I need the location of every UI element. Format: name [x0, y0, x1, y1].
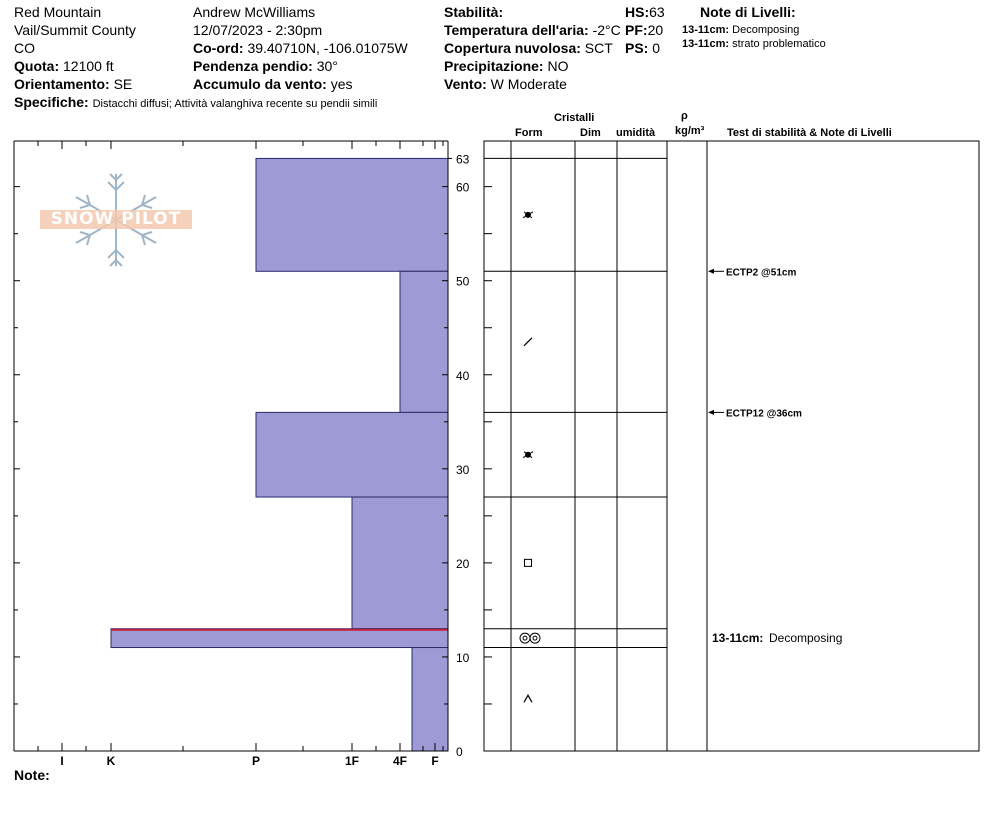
air-temp-value: -2°C	[592, 22, 621, 38]
precip-value: NO	[547, 58, 569, 74]
elevation-label: Quota:	[14, 58, 60, 74]
test-label: ECTP2 @51cm	[726, 267, 797, 279]
aspect-label: Orientamento:	[14, 76, 110, 92]
hardness-label: P	[251, 754, 261, 768]
stability-label: Stabilità:	[444, 4, 504, 20]
hs-value: 63	[649, 4, 665, 20]
layer-grid-frame	[484, 141, 979, 751]
datetime: 12/07/2023 - 2:30pm	[193, 22, 323, 38]
specifics-value: Distacchi diffusi; Attività valanghiva recente su pendii simili	[92, 98, 378, 110]
pf-value: 20	[647, 22, 664, 38]
grain-form-symbol-2-inner	[533, 636, 537, 640]
hardness-bar	[111, 629, 448, 648]
test-arrow-head	[708, 410, 714, 415]
hs-label: HS:	[625, 4, 650, 20]
grain-form-symbol-2	[530, 633, 540, 643]
depth-tick-label: 0	[456, 745, 463, 759]
density-unit-header: kg/m³	[675, 125, 705, 137]
observer: Andrew McWilliams	[193, 4, 316, 20]
coord-value: 39.40710N, -106.01075W	[247, 40, 408, 56]
notes-title: Note di Livelli:	[700, 4, 796, 20]
note-text: Decomposing	[732, 24, 800, 36]
wind-label: Vento:	[444, 76, 487, 92]
ps-label: PS:	[625, 40, 649, 56]
slope-label: Pendenza pendio:	[193, 58, 313, 74]
wind-loading-value: yes	[330, 76, 353, 92]
hardness-bar	[256, 412, 448, 497]
hardness-bar	[256, 158, 448, 271]
sky-value: SCT	[584, 40, 613, 56]
note-text: strato problematico	[732, 38, 826, 50]
crystals-header: Cristalli	[554, 112, 595, 124]
footer-note-label: Note:	[14, 767, 50, 783]
air-temp-label: Temperatura dell'aria:	[444, 22, 589, 38]
hardness-label: K	[106, 754, 116, 768]
hardness-label: 1F	[344, 754, 360, 768]
region: Vail/Summit County	[14, 22, 136, 38]
location: Red Mountain	[14, 4, 102, 20]
grain-form-symbol	[525, 559, 532, 566]
sky-label: Copertura nuvolosa:	[444, 40, 581, 56]
state: CO	[14, 40, 35, 56]
aspect-value: SE	[113, 76, 133, 92]
wind-value: W Moderate	[490, 76, 567, 92]
precip-label: Precipitazione:	[444, 58, 544, 74]
hardness-bar	[400, 271, 448, 412]
elevation-value: 12100 ft	[63, 58, 114, 74]
ps-value: 0	[652, 40, 661, 56]
hardness-bar	[412, 648, 448, 751]
grain-form-symbol-inner	[523, 636, 527, 640]
dim-header: Dim	[580, 127, 601, 139]
pf-label: PF:	[625, 22, 648, 38]
specifics-label: Specifiche:	[14, 94, 89, 110]
depth-tick-label: 60	[456, 180, 470, 195]
layer-note-label: 13-11cm:	[712, 631, 764, 646]
grain-form-symbol	[524, 338, 532, 346]
depth-tick-label: 40	[456, 368, 470, 383]
hardness-bar	[352, 497, 448, 629]
layer-note-text: Decomposing	[769, 631, 843, 646]
watermark-text: SNOW PILOT	[50, 209, 182, 229]
test-label: ECTP12 @36cm	[726, 408, 802, 420]
slope-value: 30°	[316, 58, 338, 74]
depth-tick-label: 20	[456, 556, 470, 571]
grain-form-symbol	[524, 695, 532, 702]
grain-form-symbol	[520, 633, 530, 643]
rho-header: ρ	[681, 110, 688, 122]
test-arrow-head	[708, 269, 714, 274]
hardness-label: F	[431, 754, 439, 768]
form-header: Form	[515, 127, 543, 139]
depth-tick-label: 30	[456, 462, 470, 477]
coord-label: Co-ord:	[193, 40, 244, 56]
note-label: 13-11cm:	[682, 24, 730, 36]
wind-loading-label: Accumulo da vento:	[193, 76, 327, 92]
hardness-label: I	[60, 754, 64, 768]
tests-header: Test di stabilità & Note di Livelli	[727, 127, 892, 139]
depth-tick-label: 63	[456, 152, 470, 167]
depth-tick-label: 10	[456, 650, 470, 665]
depth-tick-label: 50	[456, 274, 470, 289]
hardness-label: 4F	[392, 754, 408, 768]
moisture-header: umidità	[616, 127, 656, 139]
note-label: 13-11cm:	[682, 38, 730, 50]
